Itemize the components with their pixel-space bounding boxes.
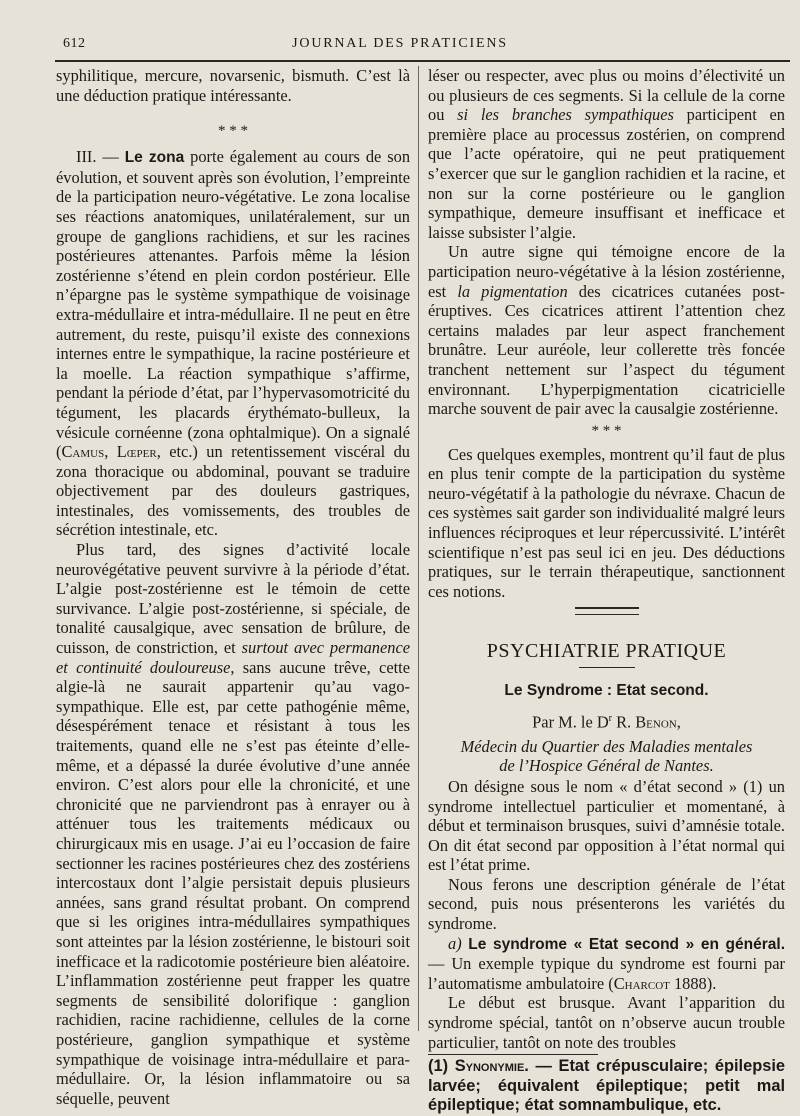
author-name: Benon (635, 712, 677, 732)
author-loeper: Lœper (116, 442, 157, 462)
paragraph-text: Le début est brusque. Avant l’apparition du syndrome spécial, tantôt on n’observe aucun trouble particulier, tantôt on note des troubles (428, 993, 785, 1052)
section-title: PSYCHIATRIE PRATIQUE (486, 640, 727, 663)
paragraph-conclusion (428, 445, 785, 602)
byline-superscript: r (608, 713, 612, 725)
zona-heading: Le zona (124, 149, 185, 167)
column-divider (418, 66, 419, 1031)
author-affiliation (428, 737, 785, 775)
paragraph-syndrome-general (428, 934, 785, 994)
section-separator-stars: * * * (591, 422, 622, 439)
paragraph-text: syphilitique, mercure, novarsenic, bismuth. C’est là une déduction pratique intéressante. (56, 66, 410, 105)
subsection-heading: Le syndrome « Etat second » en général. (461, 935, 785, 953)
paragraph-algie (56, 540, 410, 1108)
subsection-label: a) (448, 933, 462, 953)
header-rule (55, 60, 790, 62)
left-column (56, 66, 410, 1108)
double-rule-separator (575, 607, 639, 615)
paragraph-text: 1888). (669, 973, 717, 993)
section-separator-stars: * * * (218, 123, 248, 140)
separator-text: , (104, 442, 117, 462)
paragraph-text: , etc.) un retentissement viscéral du zona thoracique ou abdominal, pouvant se traduire objectivement par des douleurs gastriques, intestinales, des vomissements, des troubles de sécrétion intestinale, etc. (56, 442, 410, 540)
footnote-number: (1) (428, 1057, 455, 1076)
paragraph-text: participent en première place au processus zostérien, on comprend que l’acte opératoire, qui ne peut pratiquement s’exercer que sur le ganglion rachidien et la racine, et non sur la corne postérieure ou le ganglion sympathique, demeure insuffisant et inefficace et laisse subsister l’algie. (428, 105, 785, 242)
paragraph-zona (56, 147, 410, 540)
footnote-text: — Etat crépusculaire; épilepsie larvée; équivalent épileptique; petit mal épileptique; état somnambulique, etc. (428, 1057, 785, 1115)
byline-text: R. (612, 712, 636, 732)
page-number: 612 (63, 36, 86, 51)
running-title: JOURNAL DES PRATICIENS (292, 36, 508, 51)
paragraph-debut (428, 993, 785, 1052)
paragraph-text: léser ou respecter, avec plus ou moins d’électivité un ou plusieurs de ces segments. Si la cellule de la corne ou (428, 66, 785, 125)
article-byline (428, 709, 785, 732)
page-header (0, 36, 800, 56)
paragraph-plan (428, 875, 785, 934)
footnote (428, 1057, 785, 1116)
paragraph-text: des cicatrices cutanées post-éruptives. Ces cicatrices attirent l’attention chez certains malades par leur aspect franchement brunâtre. Leur auréole, leur collerette très foncée tranchent nettement sur l’aspect du tégument environnant. L’hyperpigmentation cicatricielle marche souvent de pair avec la causalgie zostérienne. (428, 281, 785, 419)
paragraph-text: Nous ferons une description générale de l’état second, puis nous présenterons les variétés du syndrome. (428, 874, 785, 934)
author-camus: Camus (61, 442, 105, 462)
paragraph-text: Un autre signe qui témoigne encore de la participation neuro-végétative à la lésion zostérienne, est (428, 242, 785, 301)
emphasis-text: si les branches sympathiques (457, 105, 674, 125)
paragraph-pigmentation (428, 242, 785, 418)
emphasis-text: la pigmentation (457, 281, 568, 301)
paragraph-text: On désigne sous le nom « d’état second » (1) un syndrome intellectuel particulier et momentané, à début et terminaison brusques, suivi d’amnésie totale. On dit état second par opposition à l’état normal qui est l’état prime. (428, 776, 785, 875)
byline-text: , (676, 712, 681, 732)
paragraph-text: , sans aucune trêve, cette algie-là ne saurait appartenir qu’au vago-sympathique. Elle est, par cette pathogénie même, désespérément tenace et résistant à tous les traitements, quand elle ne s’est pas éteinte d’elle-même, et a dépassé la durée évolutive d’une année environ. C’est alors pour elle la chronicité, et une chronicité que ne parviendront pas à enrayer ou à atténuer tous les traitements médicaux ou chirurgicaux mis en usage. J’ai eu l’occasion de faire sectionner les racines postérieures chez des zostériens intercostaux dont l’algie persistait depuis plusieurs années, sans grand résultat probant. On comprend que si les origines intra-médullaires sympathiques sont atteintes par la lésion zostérienne, le bistouri soit inefficace et la radicotomie postérieure bien aléatoire. L’inflammation zostérienne peut frapper les quatre segments de sensibilité dolorifique : ganglion rachidien, racine rachidienne, cellules de la corne postérieure, ganglion sympathique et système sympathique de voisinage intra-médullaire et para-médullaire. Or, la lésion inflammatoire ou sa séquelle, peuvent (56, 657, 410, 1108)
affiliation-line: Médecin du Quartier des Maladies mentales (460, 736, 753, 756)
paragraph-segments (428, 66, 785, 242)
section-number: III. — (76, 147, 125, 167)
title-rule (579, 667, 635, 668)
paragraph-text: porte également au cours de son évolution, et souvent après son évolution, l’empreinte de la participation neuro-végétative. Le zona localise ses réactions anatomiques, unilatéralement, sur un groupe de ganglions rachidiens, et sur les racines postérieures attenantes. Parfois même la lésion zostérienne s’étend en plein cordon postérieur. Elle n’épargne pas le système sympathique de voisinage extra-médullaire et intra-médullaire. Il ne peut en être autrement, du reste, puisqu’il existe des connexions internes entre le sympathique, la racine postérieure et la moelle. La réaction sympathique s’affirme, pendant la période d’état, par l’hypervasomotricité du tégument, les placards érythémato-bulleux, la vésicule cornéenne (zona ophtalmique). On a signalé ( (56, 147, 411, 462)
footnote-rule (428, 1054, 598, 1055)
footnote-term: Synonymie. (454, 1057, 529, 1076)
paragraph-text: — Un exemple typique du syndrome est fourni par l’automatisme ambulatoire ( (428, 954, 785, 993)
author-charcot: Charcot (613, 973, 670, 993)
affiliation-line: de l’Hospice Général de Nantes. (499, 755, 714, 775)
byline-text: Par M. le D (532, 712, 609, 732)
paragraph-definition (428, 777, 785, 875)
emphasis-text: surtout avec permanence et continuité douloureuse (56, 638, 410, 677)
paragraph-text: Ces quelques exemples, montrent qu’il faut de plus en plus tenir compte de la participation du système neuro-végétatif à la pathologie du névraxe. Chacun de ces systèmes sait garder son individualité malgré leurs influences réciproques et leur répercussivité. L’intérêt scientifique n’est pas seul ici en jeu. Des déductions pratiques, sur le terrain thérapeutique, sanctionnent ces notions. (428, 444, 785, 601)
right-column (428, 66, 785, 1116)
paragraph-text: Plus tard, des signes d’activité locale neurovégétative peuvent survivre à la période d’état. L’algie post-zostérienne est le témoin de cette survivance. L’algie post-zostérienne, si spéciale, de tonalité causalgique, avec sensation de brûlure, de cuisson, de constriction, et (56, 540, 410, 658)
paragraph-syphilis-end (56, 66, 410, 105)
article-title: Le Syndrome : Etat second. (504, 682, 709, 700)
